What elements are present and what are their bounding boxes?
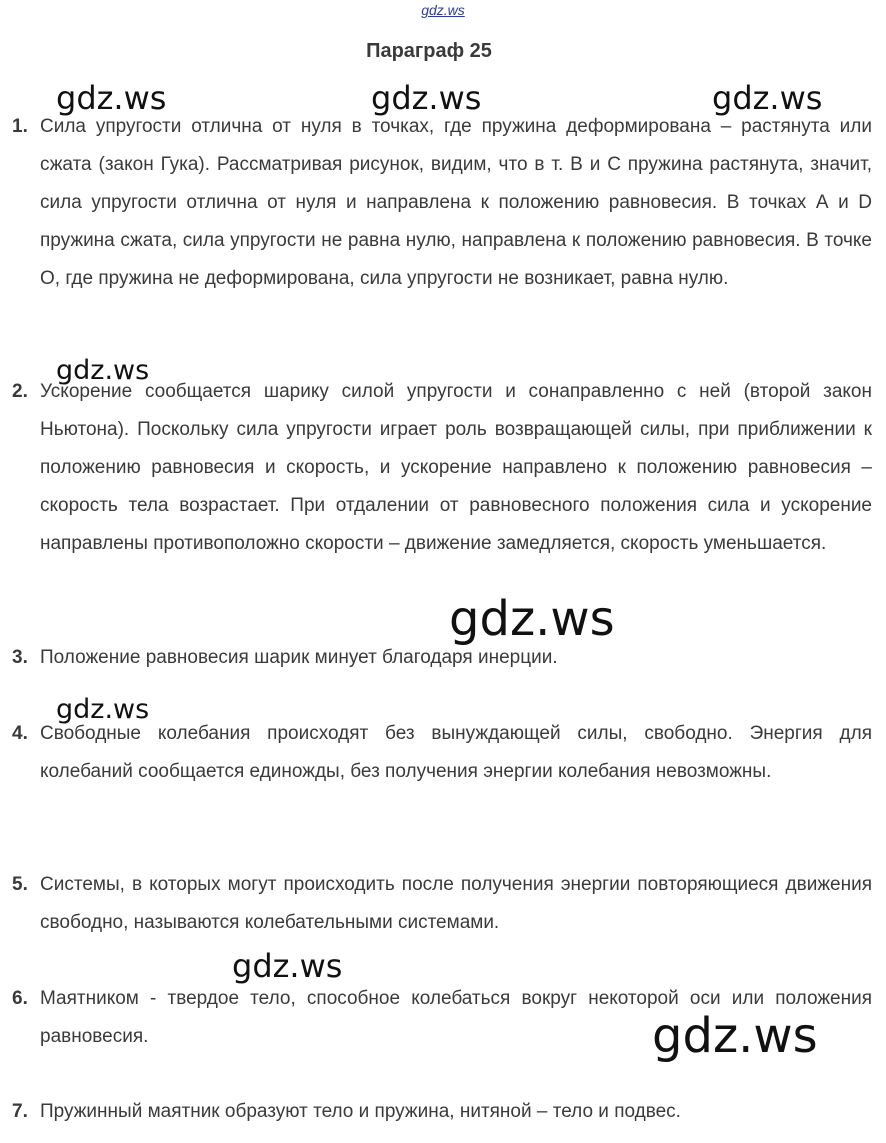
answer-number: 7. (12, 1101, 28, 1122)
answer-number: 3. (12, 647, 28, 668)
watermark: gdz.ws (712, 79, 823, 117)
watermark: gdz.ws (56, 694, 150, 725)
answer-number: 2. (12, 381, 28, 402)
answer-text: Ускорение сообщается шарику силой упругости и сонаправленно с ней (второй закон Ньютона). Поскольку сила упругости играет роль возвращающей силы, при приближении к положению равновесия и скорость, и ускорение направлено к положению равновесия – скорость тела возрастает. При отдалении от равновесного положения сила и ускорение направлены противоположно скорости – движение замедляется, скорость уменьшается. (40, 381, 872, 554)
answer-number: 4. (12, 723, 28, 744)
watermark: gdz.ws (449, 591, 615, 647)
watermark: gdz.ws (371, 79, 482, 117)
answer-text: Свободные колебания происходят без вынуждающей силы, свободно. Энергия для колебаний сообщается единожды, без получения энергии колебания невозможны. (40, 723, 872, 782)
answer-text: Системы, в которых могут происходить после получения энергии повторяющиеся движения свободно, называются колебательными системами. (40, 874, 872, 933)
answer-text: Сила упругости отлична от нуля в точках, где пружина деформирована – растянута или сжата (закон Гука). Рассматривая рисунок, видим, что в т. В и С пружина растянута, значит, сила упругости отлична от нуля и направлена к положению равновесия. В точках А и D пружина сжата, сила упругости не равна нулю, направлена к положению равновесия. В точке О, где пружина не деформирована, сила упругости не возникает, равна нулю. (40, 116, 872, 289)
answer-item-1 (12, 108, 872, 298)
answer-item-5 (12, 866, 872, 942)
answer-item-4 (12, 715, 872, 791)
answer-number: 1. (12, 116, 28, 137)
answer-text: Положение равновесия шарик минует благодаря инерции. (40, 647, 558, 668)
answer-number: 6. (12, 988, 28, 1009)
watermark: gdz.ws (56, 355, 150, 386)
watermark: gdz.ws (232, 947, 343, 985)
page-title: Параграф 25 (366, 40, 492, 62)
answer-text: Пружинный маятник образуют тело и пружина, нитяной – тело и подвес. (40, 1101, 681, 1122)
answer-text: Маятником - твердое тело, способное колебаться вокруг некоторой оси или положения равновесия. (40, 988, 872, 1047)
answer-item-3 (12, 639, 872, 677)
answer-item-7 (12, 1093, 872, 1131)
watermark: gdz.ws (56, 79, 167, 117)
answer-number: 5. (12, 874, 28, 895)
watermark: gdz.ws (652, 1008, 818, 1064)
answer-item-2 (12, 373, 872, 563)
site-link[interactable]: gdz.ws (421, 2, 465, 18)
